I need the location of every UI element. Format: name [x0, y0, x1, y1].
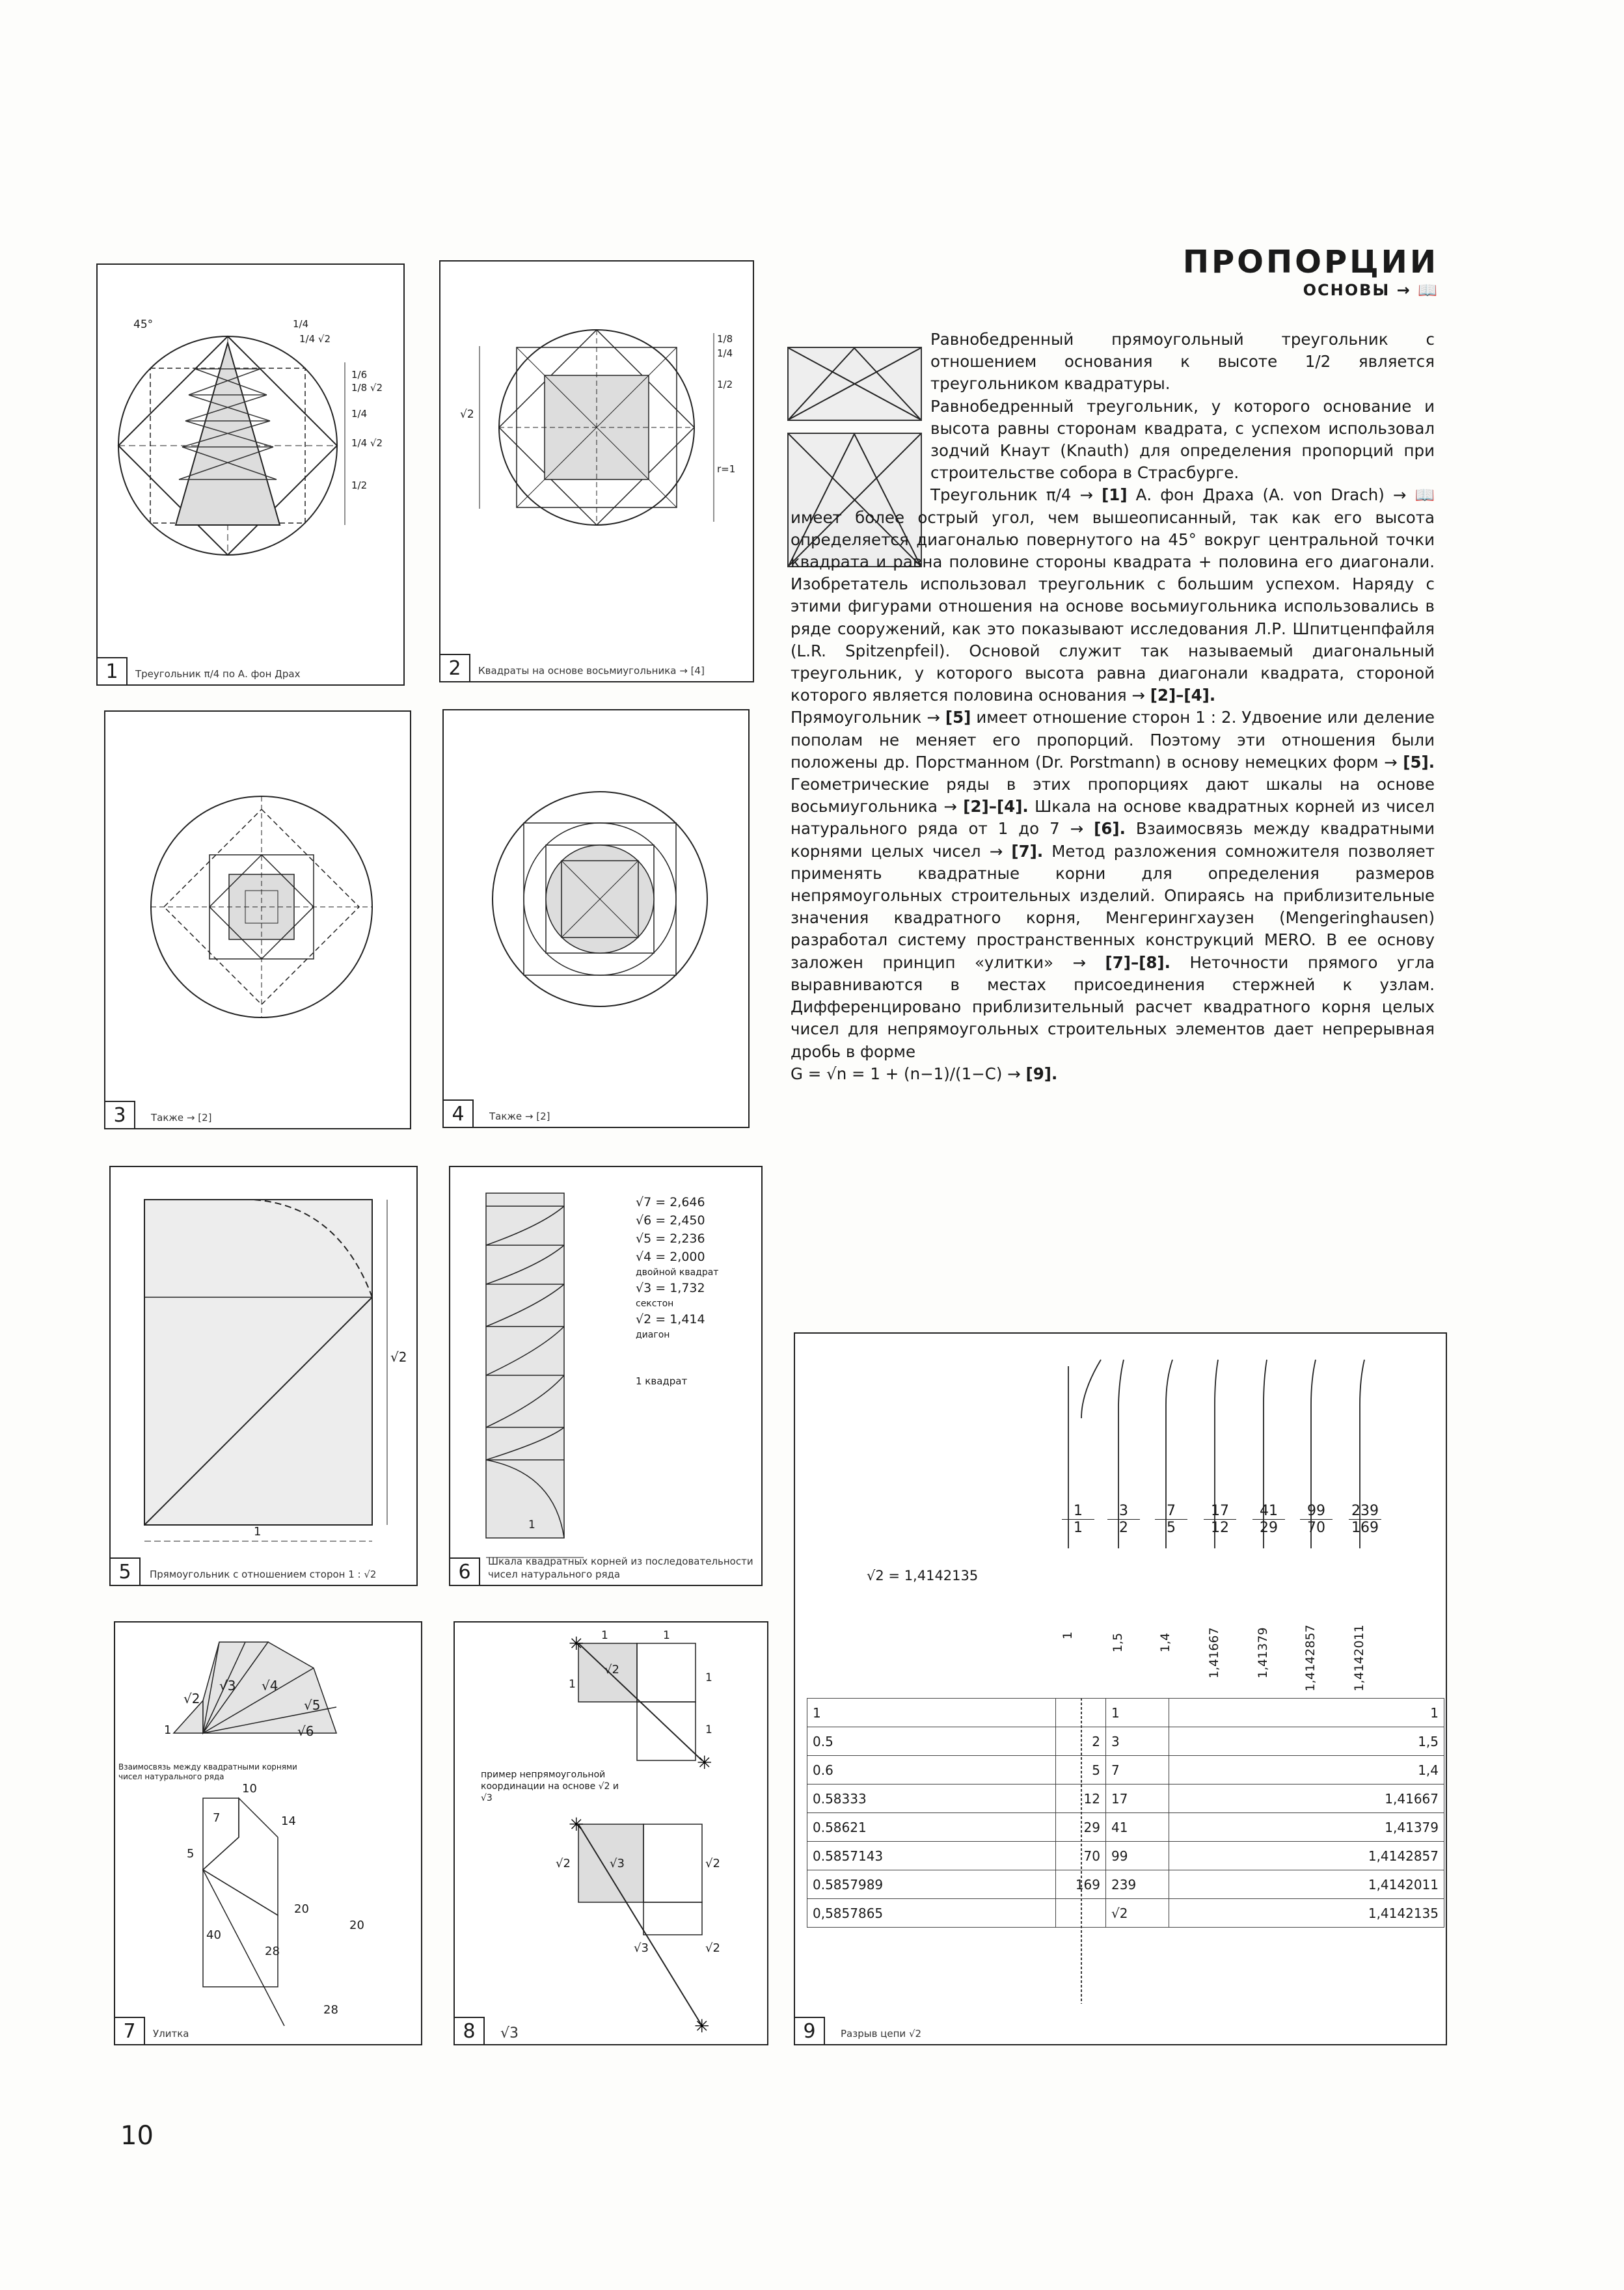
fraction: 1 1: [1062, 1503, 1094, 1536]
label: √4: [262, 1678, 278, 1693]
label: 20: [294, 1902, 309, 1916]
label: 1/2: [717, 379, 733, 390]
figure-number: 3: [105, 1101, 135, 1128]
paragraph-1: Равнобедренный прямоугольный треугольник с отношением основания к высоте 1/2 является треугольником квадратуры.: [930, 330, 1435, 394]
decimal: 1,4142011: [1352, 1624, 1366, 1691]
decimal: 1,41667: [1207, 1627, 1221, 1678]
figure-caption: Шкала квадратных корней из последовательности чисел натурального ряда: [488, 1556, 753, 1580]
figure-number: 7: [115, 2017, 145, 2044]
scale-item: √4 = 2,000: [636, 1250, 705, 1264]
label: 1/4: [351, 408, 368, 420]
figure-4: [442, 709, 750, 1128]
label: 20: [349, 1919, 364, 1932]
decimal: 1,5: [1111, 1632, 1125, 1652]
fraction: 99 70: [1300, 1503, 1333, 1536]
scale-item: двойной квадрат: [636, 1267, 719, 1278]
continued-fraction-table: [807, 1698, 1444, 1928]
label: r=1: [717, 463, 736, 475]
scale-item: √2 = 1,414: [636, 1312, 705, 1327]
label: √2: [705, 1941, 720, 1955]
label: 1: [705, 1723, 712, 1736]
table-row: 0.58333 12 17 1,41667: [807, 1785, 1444, 1813]
label: 1: [569, 1678, 576, 1691]
figure-number: 9: [795, 2017, 825, 2044]
inner-caption: пример непрямоугольной координации на основе √2 и √3: [481, 1770, 619, 1803]
label: 1/4: [717, 347, 733, 359]
scale-item: 1 квадрат: [636, 1375, 688, 1387]
label: 1: [663, 1629, 670, 1642]
figure-8: [453, 1621, 768, 2045]
figure-caption: Квадраты на основе восьмиугольника → [4]: [478, 665, 705, 677]
figure-number: 2: [440, 654, 470, 681]
figure-caption: Разрыв цепи √2: [841, 2028, 922, 2040]
svg-text:✳: ✳: [569, 1814, 584, 1835]
label: 1/4: [293, 318, 309, 330]
scale-item: √5 = 2,236: [636, 1232, 705, 1246]
label: 1: [705, 1671, 712, 1684]
label: √5: [304, 1697, 321, 1713]
label: 1: [601, 1629, 608, 1642]
table-row: 0,5857865 √2 1,4142135: [807, 1899, 1444, 1928]
label: √2: [390, 1349, 407, 1365]
figure-number: 5: [111, 1557, 141, 1585]
table-row: 0.5857989 169 239 1,4142011: [807, 1870, 1444, 1899]
scale-item: диагон: [636, 1330, 670, 1340]
label: 1: [528, 1518, 535, 1531]
figure-9: [794, 1332, 1447, 2045]
figure-caption: Также → [2]: [151, 1112, 212, 1124]
root-value: √2 = 1,4142135: [867, 1568, 979, 1583]
label: 40: [206, 1928, 221, 1942]
label: √3: [634, 1941, 649, 1955]
fraction: 239 169: [1349, 1503, 1381, 1536]
figure-caption: Улитка: [153, 2028, 189, 2040]
table-row: 0.5857143 70 99 1,4142857: [807, 1842, 1444, 1870]
decimal: 1,4142857: [1303, 1624, 1318, 1691]
fraction: 17 12: [1204, 1503, 1236, 1536]
paragraph-4: Прямоугольник → [5] имеет отношение сторон 1 : 2. Удвоение или деление пополам не меняет его пропорций. Поэтому эти отношения были положены др. Порстманном (Dr. Porstmann) в основу немецких форм → [5]. Геометрические ряды в этих пропорциях дают шкалы на основе восьмиугольника → [2]–[4]. Шкала на основе квадратных корней из чисел натурального ряда от 1 до 7 → [6]. Взаимосвязь между квадратными корнями целых чисел → [7]. Метод разложения сомножителя позволяет применять квадратные корни для определения размеров непрямоугольных строительных изделий. Опираясь на приблизительные значения квадратного корня, Менгерингхаузен (Mengeringhausen) разработал систему пространственных конструкций MERO. В ее основу заложен принцип «улитки» → [7]–[8]. Неточности прямого угла выравниваются в местах присоединения стержней к узлам. Дифференцировано приблизительный расчет квадратного корня целых чисел для непрямоугольных строительных элементов дает непрерывная дробь в форме: [791, 708, 1435, 1061]
fraction: 7 5: [1155, 1503, 1187, 1536]
decimal: 1,4: [1158, 1632, 1172, 1652]
table-row: 0.58621 29 41 1,41379: [807, 1813, 1444, 1842]
figure-5: [109, 1166, 418, 1586]
body-text: [791, 329, 1435, 1085]
label: 1/8: [717, 333, 733, 345]
label: 1/6: [351, 369, 368, 381]
figure-caption: Также → [2]: [489, 1111, 550, 1122]
svg-text:✳: ✳: [697, 1752, 712, 1773]
label: 1/4 √2: [299, 333, 331, 345]
label: 14: [281, 1814, 296, 1828]
label: √2: [460, 408, 474, 421]
figure-number: 1: [98, 657, 128, 684]
scale-item: √3 = 1,732: [636, 1281, 705, 1295]
svg-text:✳: ✳: [694, 2015, 710, 2037]
label: √6: [297, 1723, 314, 1739]
table-row: 0.5 2 3 1,5: [807, 1727, 1444, 1756]
label: √2: [556, 1857, 571, 1870]
formula: G = √n = 1 + (n−1)/(1−C) → [9].: [791, 1064, 1058, 1083]
book-icon: 📖: [1418, 281, 1439, 299]
label: 7: [213, 1811, 221, 1825]
section-subtitle: ОСНОВЫ → 📖: [1303, 281, 1439, 299]
decimal: 1: [1061, 1631, 1075, 1639]
scale-item: √6 = 2,450: [636, 1213, 705, 1228]
label: 28: [323, 2003, 338, 2017]
figure-caption: √3: [500, 2025, 519, 2041]
figure-7: [114, 1621, 422, 2045]
figure-number: 8: [455, 2017, 485, 2044]
label: 28: [265, 1945, 280, 1958]
decimal: 1,41379: [1256, 1627, 1270, 1678]
label: 1/2: [351, 479, 368, 491]
svg-text:✳: ✳: [569, 1633, 584, 1654]
fraction: 41 29: [1252, 1503, 1285, 1536]
scale-labels: [636, 1193, 759, 1388]
label: 1: [254, 1525, 262, 1539]
page-number: 10: [120, 2121, 154, 2151]
scale-item: секстон: [636, 1299, 674, 1309]
paragraph-3: Треугольник π/4 → [1] А. фон Драха (A. von Drach) → 📖 имеет более острый угол, чем вышеописанный, так как его высота определяется диагональю повернутого на 45° вокруг центральной точки квадрата и равна половине стороны квадрата + половина его диагонали. Изобретатель использовал треугольник с большим успехом. Наряду с этими фигурами отношения на основе восьмиугольника использовались в ряде сооружений, как это показывают исследования Л.Р. Шпитценпфайля (L.R. Spitzenpfeil). Основой служит так называемый диагональный треугольник, у которого высота равна диагонали квадрата, стороной которого является половина основания → [2]–[4].: [791, 485, 1435, 705]
table-row: 0.6 5 7 1,4: [807, 1756, 1444, 1785]
label: √2: [705, 1857, 720, 1870]
label: √2: [183, 1691, 200, 1706]
figure-number: 6: [450, 1557, 480, 1585]
label: √3: [219, 1678, 236, 1693]
figure-caption: Треугольник π/4 по А. фон Драх: [135, 668, 301, 680]
figure-caption: Прямоугольник с отношением сторон 1 : √2: [150, 1569, 377, 1580]
figure-6: [449, 1166, 763, 1586]
label-angle: 45°: [133, 318, 154, 331]
table-row: 1 1 1: [807, 1699, 1444, 1727]
scale-item: √7 = 2,646: [636, 1195, 705, 1209]
label: 1/8 √2: [351, 382, 383, 394]
label: 10: [242, 1782, 257, 1796]
label: 5: [187, 1847, 195, 1861]
figure-1: [96, 263, 405, 686]
label: 1/4 √2: [351, 437, 383, 449]
inner-caption: Взаимосвязь между квадратными корнями чисел натурального ряда: [118, 1762, 297, 1781]
section-title: ПРОПОРЦИИ: [1182, 244, 1439, 280]
figure-number: 4: [444, 1099, 474, 1127]
paragraph-2: Равнобедренный треугольник, у которого основание и высота равны сторонам квадрата, с успехом использовал зодчий Кнаут (Knauth) для определения пропорций при строительстве собора в Страсбурге.: [930, 396, 1435, 483]
figure-2: [439, 260, 754, 682]
label: √3: [610, 1857, 625, 1870]
figure-3: [104, 710, 411, 1129]
fraction: 3 2: [1107, 1503, 1140, 1536]
label: 1: [164, 1723, 172, 1737]
label: √2: [604, 1663, 619, 1677]
